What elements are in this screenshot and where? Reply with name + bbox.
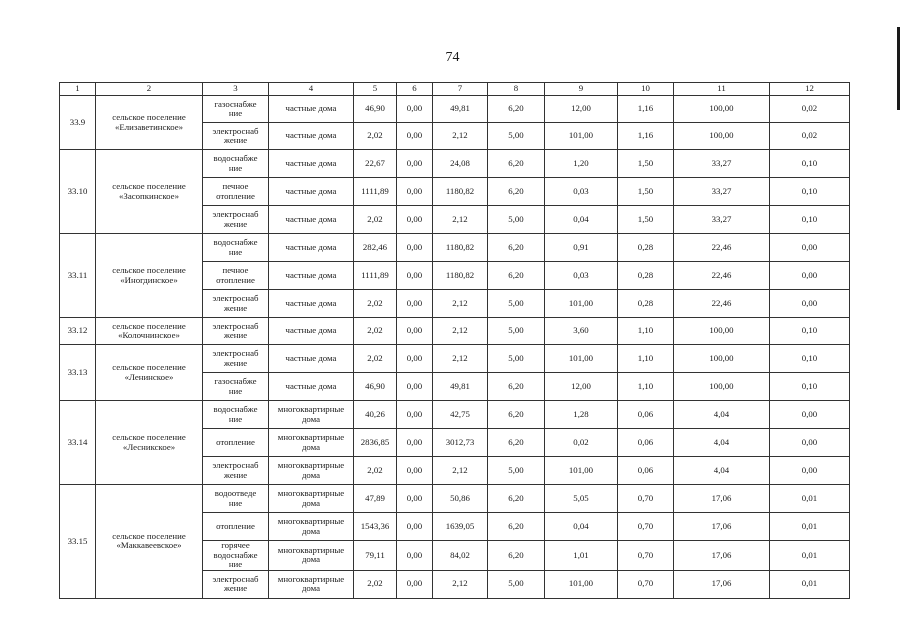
settlement-cell — [96, 485, 203, 599]
value-cell-c8: 5,00 — [488, 290, 545, 318]
value-cell-c11: 22,46 — [674, 290, 770, 318]
settlement-line: сельское поселение — [112, 320, 186, 331]
value-cell-c10: 0,06 — [618, 401, 674, 429]
utility-line: ние — [228, 162, 243, 173]
building-line: дома — [301, 583, 321, 593]
value-cell-c6: 0,00 — [397, 429, 433, 457]
group-number-cell: 33.14 — [60, 401, 96, 485]
utility-cell — [203, 457, 269, 485]
settlement-line: «Ленинское» — [124, 371, 174, 382]
value-cell-c7: 2,12 — [433, 345, 488, 373]
value-cell-c10: 1,50 — [618, 206, 674, 234]
value-cell-c11: 33,27 — [674, 150, 770, 178]
building-line: частные дома — [285, 103, 337, 114]
building-line: дома — [301, 441, 321, 452]
value-cell-c7: 1180,82 — [433, 262, 488, 290]
building-type-cell — [269, 485, 354, 513]
value-cell-c11: 100,00 — [674, 318, 770, 345]
value-cell-c10: 0,06 — [618, 429, 674, 457]
value-cell-c10: 1,10 — [618, 345, 674, 373]
building-line: многоквартирные — [277, 460, 345, 470]
column-header: 6 — [397, 83, 433, 96]
value-cell-c8: 6,20 — [488, 234, 545, 262]
utility-line: жение — [223, 135, 248, 145]
value-cell-c5: 282,46 — [354, 234, 397, 262]
building-line: многоквартирные — [277, 544, 345, 555]
value-cell-c9: 0,02 — [545, 429, 618, 457]
value-cell-c11: 4,04 — [674, 457, 770, 485]
utility-line: жение — [223, 357, 248, 368]
building-line: частные дома — [285, 213, 337, 224]
building-type-cell — [269, 318, 354, 345]
settlement-line: сельское поселение — [112, 530, 186, 541]
value-cell-c12: 0,10 — [770, 150, 850, 178]
settlement-cell — [96, 234, 203, 318]
settlement-cell — [96, 318, 203, 345]
utility-cell — [203, 570, 269, 598]
value-cell-c12: 0,02 — [770, 123, 850, 150]
value-cell-c6: 0,00 — [397, 485, 433, 513]
value-cell-c6: 0,00 — [397, 457, 433, 485]
value-cell-c7: 2,12 — [433, 457, 488, 485]
settlement-cell — [96, 96, 203, 150]
building-line: частные дома — [285, 130, 337, 141]
column-header: 7 — [433, 83, 488, 96]
value-cell-c6: 0,00 — [397, 373, 433, 401]
value-cell-c11: 17,06 — [674, 485, 770, 513]
value-cell-c12: 0,00 — [770, 234, 850, 262]
building-line: многоквартирные — [277, 488, 345, 498]
group-number-cell: 33.15 — [60, 485, 96, 599]
value-cell-c8: 5,00 — [488, 345, 545, 373]
value-cell-c9: 0,04 — [545, 206, 618, 234]
value-cell-c8: 6,20 — [488, 150, 545, 178]
value-cell-c9: 0,91 — [545, 234, 618, 262]
utility-cell — [203, 150, 269, 178]
value-cell-c7: 2,12 — [433, 318, 488, 345]
value-cell-c5: 1111,89 — [354, 262, 397, 290]
value-cell-c7: 42,75 — [433, 401, 488, 429]
value-cell-c8: 5,00 — [488, 123, 545, 150]
value-cell-c5: 46,90 — [354, 96, 397, 123]
utility-cell — [203, 401, 269, 429]
value-cell-c9: 101,00 — [545, 123, 618, 150]
utility-cell — [203, 178, 269, 206]
utility-cell — [203, 290, 269, 318]
building-type-cell — [269, 123, 354, 150]
value-cell-c11: 100,00 — [674, 373, 770, 401]
value-cell-c8: 5,00 — [488, 570, 545, 598]
table-row — [60, 318, 850, 345]
value-cell-c5: 2,02 — [354, 457, 397, 485]
value-cell-c12: 0,10 — [770, 373, 850, 401]
building-type-cell — [269, 373, 354, 401]
group-number-cell: 33.11 — [60, 234, 96, 318]
value-cell-c12: 0,00 — [770, 290, 850, 318]
value-cell-c11: 17,06 — [674, 513, 770, 541]
building-line: частные дома — [285, 380, 337, 391]
value-cell-c6: 0,00 — [397, 234, 433, 262]
building-type-cell — [269, 345, 354, 373]
building-type-cell — [269, 541, 354, 571]
value-cell-c8: 6,20 — [488, 401, 545, 429]
value-cell-c8: 5,00 — [488, 318, 545, 345]
utility-line: жение — [223, 330, 248, 340]
value-cell-c8: 6,20 — [488, 513, 545, 541]
value-cell-c7: 49,81 — [433, 96, 488, 123]
value-cell-c10: 0,70 — [618, 513, 674, 541]
value-cell-c5: 2,02 — [354, 206, 397, 234]
value-cell-c11: 17,06 — [674, 570, 770, 598]
settlement-line: сельское поселение — [112, 362, 186, 372]
value-cell-c12: 0,02 — [770, 96, 850, 123]
utility-cell — [203, 96, 269, 123]
utility-line: электроснаб — [212, 125, 259, 136]
utility-line: ние — [228, 559, 243, 569]
settlement-line: «Засопкинское» — [119, 190, 179, 201]
utility-line: жение — [223, 302, 248, 313]
utility-line: жение — [223, 583, 248, 593]
value-cell-c8: 6,20 — [488, 96, 545, 123]
building-line: частные дома — [285, 241, 337, 252]
value-cell-c7: 2,12 — [433, 290, 488, 318]
value-cell-c10: 0,70 — [618, 541, 674, 571]
value-cell-c8: 6,20 — [488, 541, 545, 571]
value-cell-c10: 0,28 — [618, 290, 674, 318]
utility-line: отопление — [216, 274, 255, 285]
column-header: 4 — [269, 83, 354, 96]
utility-cell — [203, 234, 269, 262]
table-row — [60, 150, 850, 178]
column-header: 1 — [60, 83, 96, 96]
value-cell-c8: 6,20 — [488, 178, 545, 206]
utility-line: отопление — [216, 520, 255, 531]
value-cell-c9: 1,01 — [545, 541, 618, 571]
value-cell-c11: 100,00 — [674, 96, 770, 123]
value-cell-c12: 0,10 — [770, 345, 850, 373]
utility-line: электроснаб — [212, 293, 259, 303]
utility-cell — [203, 541, 269, 571]
building-line: частные дома — [285, 157, 337, 168]
value-cell-c12: 0,10 — [770, 206, 850, 234]
value-cell-c7: 1180,82 — [433, 234, 488, 262]
value-cell-c9: 1,20 — [545, 150, 618, 178]
utility-line: водоснабже — [213, 153, 258, 163]
value-cell-c6: 0,00 — [397, 401, 433, 429]
value-cell-c11: 17,06 — [674, 541, 770, 571]
utility-line: газоснабже — [214, 376, 257, 386]
value-cell-c10: 1,50 — [618, 178, 674, 206]
value-cell-c6: 0,00 — [397, 318, 433, 345]
value-cell-c12: 0,01 — [770, 541, 850, 571]
building-line: частные дома — [285, 297, 337, 308]
utility-line: электроснаб — [212, 460, 259, 470]
utility-line: электроснаб — [212, 573, 259, 584]
value-cell-c5: 2,02 — [354, 570, 397, 598]
value-cell-c9: 101,00 — [545, 570, 618, 598]
settlement-cell — [96, 401, 203, 485]
utility-line: водоснабже — [213, 404, 258, 414]
building-line: многоквартирные — [277, 432, 345, 442]
value-cell-c10: 0,06 — [618, 457, 674, 485]
value-cell-c8: 6,20 — [488, 262, 545, 290]
page-number: 74 — [445, 50, 460, 65]
building-type-cell — [269, 234, 354, 262]
value-cell-c6: 0,00 — [397, 150, 433, 178]
value-cell-c12: 0,00 — [770, 457, 850, 485]
building-line: частные дома — [285, 269, 337, 280]
value-cell-c10: 1,10 — [618, 373, 674, 401]
value-cell-c12: 0,00 — [770, 262, 850, 290]
value-cell-c5: 1543,36 — [354, 513, 397, 541]
settlement-line: сельское поселение — [112, 432, 186, 442]
value-cell-c10: 0,70 — [618, 570, 674, 598]
value-cell-c5: 1111,89 — [354, 178, 397, 206]
value-cell-c10: 0,28 — [618, 234, 674, 262]
building-line: частные дома — [285, 185, 337, 196]
building-type-cell — [269, 457, 354, 485]
value-cell-c11: 4,04 — [674, 401, 770, 429]
value-cell-c10: 1,16 — [618, 96, 674, 123]
building-type-cell — [269, 290, 354, 318]
value-cell-c9: 12,00 — [545, 96, 618, 123]
table-row — [60, 234, 850, 262]
utility-cell — [203, 485, 269, 513]
utility-line: газоснабже — [214, 98, 257, 109]
settlement-line: «Маккавеевское» — [116, 540, 182, 551]
column-header: 11 — [674, 83, 770, 96]
value-cell-c6: 0,00 — [397, 541, 433, 571]
utility-line: жение — [223, 218, 248, 229]
value-cell-c6: 0,00 — [397, 345, 433, 373]
value-cell-c11: 22,46 — [674, 262, 770, 290]
settlement-cell — [96, 345, 203, 401]
value-cell-c6: 0,00 — [397, 96, 433, 123]
value-cell-c5: 22,67 — [354, 150, 397, 178]
value-cell-c5: 79,11 — [354, 541, 397, 571]
building-line: дома — [301, 554, 321, 565]
building-type-cell — [269, 178, 354, 206]
settlement-line: «Елизаветинское» — [114, 121, 184, 132]
group-number-cell: 33.10 — [60, 150, 96, 234]
value-cell-c9: 101,00 — [545, 290, 618, 318]
value-cell-c10: 1,16 — [618, 123, 674, 150]
value-cell-c9: 0,03 — [545, 178, 618, 206]
value-cell-c6: 0,00 — [397, 570, 433, 598]
value-cell-c6: 0,00 — [397, 513, 433, 541]
value-cell-c5: 47,89 — [354, 485, 397, 513]
settlement-line: сельское поселение — [112, 112, 186, 122]
utility-line: электроснаб — [212, 320, 259, 331]
building-type-cell — [269, 206, 354, 234]
value-cell-c11: 22,46 — [674, 234, 770, 262]
value-cell-c5: 2836,85 — [354, 429, 397, 457]
building-line: дома — [301, 413, 321, 424]
building-line: дома — [301, 497, 321, 508]
value-cell-c12: 0,10 — [770, 178, 850, 206]
value-cell-c11: 33,27 — [674, 206, 770, 234]
utility-cell — [203, 262, 269, 290]
value-cell-c9: 0,03 — [545, 262, 618, 290]
value-cell-c7: 84,02 — [433, 541, 488, 571]
utility-line: ние — [228, 108, 243, 118]
group-number-cell: 33.13 — [60, 345, 96, 401]
utility-line: электроснаб — [212, 209, 259, 219]
value-cell-c7: 49,81 — [433, 373, 488, 401]
value-cell-c8: 6,20 — [488, 485, 545, 513]
value-cell-c11: 100,00 — [674, 123, 770, 150]
utility-cell — [203, 513, 269, 541]
building-line: многоквартирные — [277, 516, 345, 526]
utility-line: жение — [223, 469, 248, 480]
building-type-cell — [269, 570, 354, 598]
utility-line: водоотведе — [214, 488, 257, 498]
value-cell-c8: 6,20 — [488, 373, 545, 401]
column-header: 5 — [354, 83, 397, 96]
utility-cell — [203, 318, 269, 345]
group-number-cell: 33.9 — [60, 96, 96, 150]
column-header: 8 — [488, 83, 545, 96]
value-cell-c5: 40,26 — [354, 401, 397, 429]
utility-line: электроснаб — [212, 348, 259, 358]
utility-cell — [203, 373, 269, 401]
settlement-line: сельское поселение — [112, 181, 186, 191]
value-cell-c12: 0,01 — [770, 513, 850, 541]
utility-cell — [203, 429, 269, 457]
value-cell-c7: 2,12 — [433, 123, 488, 150]
settlement-line: «Иногдинское» — [120, 274, 178, 285]
building-type-cell — [269, 96, 354, 123]
group-number-cell: 33.12 — [60, 318, 96, 345]
building-line: частные дома — [285, 325, 337, 336]
table-row — [60, 345, 850, 373]
value-cell-c5: 2,02 — [354, 290, 397, 318]
settlement-line: «Колочнинское» — [118, 330, 180, 340]
value-cell-c7: 24,08 — [433, 150, 488, 178]
building-type-cell — [269, 150, 354, 178]
utility-line: водоснабже — [213, 549, 258, 560]
value-cell-c11: 4,04 — [674, 429, 770, 457]
margin-bar — [897, 27, 900, 110]
value-cell-c9: 5,05 — [545, 485, 618, 513]
column-header: 12 — [770, 83, 850, 96]
value-cell-c11: 100,00 — [674, 345, 770, 373]
value-cell-c9: 3,60 — [545, 318, 618, 345]
settlement-line: сельское поселение — [112, 265, 186, 275]
table-row — [60, 401, 850, 429]
utility-line: ние — [228, 497, 243, 508]
value-cell-c6: 0,00 — [397, 290, 433, 318]
utility-cell — [203, 345, 269, 373]
column-header: 3 — [203, 83, 269, 96]
utility-line: горячее — [221, 540, 250, 550]
value-cell-c6: 0,00 — [397, 178, 433, 206]
utility-line: ние — [228, 413, 243, 424]
value-cell-c9: 1,28 — [545, 401, 618, 429]
building-line: дома — [301, 525, 321, 536]
building-line: частные дома — [285, 352, 337, 363]
value-cell-c6: 0,00 — [397, 262, 433, 290]
utility-cell — [203, 206, 269, 234]
building-line: многоквартирные — [277, 573, 345, 584]
value-cell-c10: 1,10 — [618, 318, 674, 345]
column-header: 10 — [618, 83, 674, 96]
value-cell-c10: 0,28 — [618, 262, 674, 290]
value-cell-c12: 0,01 — [770, 570, 850, 598]
building-line: дома — [301, 469, 321, 480]
value-cell-c11: 33,27 — [674, 178, 770, 206]
utility-line: ние — [228, 385, 243, 396]
building-type-cell — [269, 401, 354, 429]
value-cell-c5: 2,02 — [354, 345, 397, 373]
building-type-cell — [269, 429, 354, 457]
value-cell-c12: 0,10 — [770, 318, 850, 345]
utility-line: водоснабже — [213, 237, 258, 247]
building-type-cell — [269, 262, 354, 290]
value-cell-c12: 0,00 — [770, 401, 850, 429]
column-header: 9 — [545, 83, 618, 96]
value-cell-c7: 3012,73 — [433, 429, 488, 457]
column-header: 2 — [96, 83, 203, 96]
settlement-cell — [96, 150, 203, 234]
value-cell-c8: 5,00 — [488, 457, 545, 485]
building-type-cell — [269, 513, 354, 541]
value-cell-c7: 1180,82 — [433, 178, 488, 206]
value-cell-c7: 1639,05 — [433, 513, 488, 541]
value-cell-c7: 2,12 — [433, 570, 488, 598]
value-cell-c9: 12,00 — [545, 373, 618, 401]
value-cell-c9: 101,00 — [545, 457, 618, 485]
value-cell-c5: 2,02 — [354, 123, 397, 150]
table-row — [60, 485, 850, 513]
building-line: многоквартирные — [277, 404, 345, 414]
value-cell-c5: 46,90 — [354, 373, 397, 401]
value-cell-c7: 2,12 — [433, 206, 488, 234]
table-body — [60, 83, 850, 599]
table-row — [60, 96, 850, 123]
value-cell-c6: 0,00 — [397, 123, 433, 150]
value-cell-c7: 50,86 — [433, 485, 488, 513]
utility-line: отопление — [216, 436, 255, 447]
settlement-line: «Лесникское» — [122, 441, 176, 452]
utility-line: печное — [222, 181, 249, 191]
utility-line: ние — [228, 246, 243, 257]
value-cell-c8: 5,00 — [488, 206, 545, 234]
value-cell-c9: 101,00 — [545, 345, 618, 373]
header-row — [60, 83, 850, 96]
value-cell-c8: 6,20 — [488, 429, 545, 457]
value-cell-c5: 2,02 — [354, 318, 397, 345]
value-cell-c10: 1,50 — [618, 150, 674, 178]
utility-cell — [203, 123, 269, 150]
value-cell-c6: 0,00 — [397, 206, 433, 234]
utility-line: печное — [222, 265, 249, 275]
utility-line: отопление — [216, 190, 255, 201]
value-cell-c9: 0,04 — [545, 513, 618, 541]
value-cell-c12: 0,01 — [770, 485, 850, 513]
value-cell-c12: 0,00 — [770, 429, 850, 457]
tariff-table — [59, 82, 850, 599]
value-cell-c10: 0,70 — [618, 485, 674, 513]
